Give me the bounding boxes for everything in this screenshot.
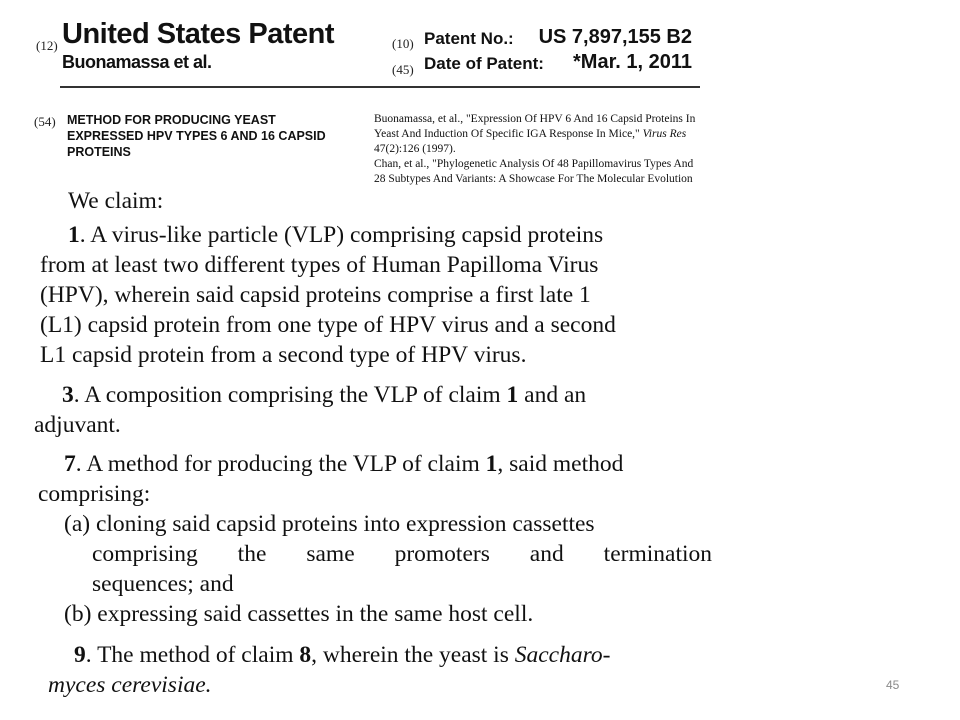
inventors: Buonamassa et al.: [62, 52, 212, 72]
claim-number: 3: [62, 382, 74, 408]
claims-intro: We claim:: [68, 188, 164, 214]
claim-text: (a) cloning said capsid proteins into expression cassettes: [64, 511, 595, 537]
invention-title-line: METHOD FOR PRODUCING YEAST: [67, 113, 276, 127]
claim-text: . The method of claim: [85, 642, 300, 668]
reference-text: Chan, et al., "Phylogenetic Analysis Of 48 Papillomavirus Types And 28 Subtypes And Variants: A Showcase For The Molecular Evolution: [374, 158, 694, 185]
claim-number: 1: [68, 222, 80, 248]
invention-title-line: PROTEINS: [67, 145, 131, 159]
patent-number: US 7,897,155 B2: [538, 26, 692, 48]
label-10: (10): [392, 36, 414, 51]
claim-reference: 1: [485, 451, 498, 477]
claim-text: . A composition comprising the VLP of claim: [73, 382, 507, 408]
patent-title: United States Patent: [62, 18, 334, 50]
invention-title: [67, 112, 347, 160]
claim-text: and an: [518, 382, 587, 408]
patent-no-label: Patent No.:: [424, 29, 514, 48]
invention-title-line: EXPRESSED HPV TYPES 6 AND 16 CAPSID: [67, 129, 326, 143]
claim-text: . A method for producing the VLP of claim: [75, 451, 486, 477]
claim-text: (L1) capsid protein from one type of HPV virus and a second: [40, 312, 616, 338]
species-name: myces cerevisiae.: [48, 672, 212, 698]
claim-text: . A virus-like particle (VLP) comprising capsid proteins: [79, 222, 604, 248]
claim-text: , wherein the yeast is: [311, 642, 515, 668]
claim-text: (HPV), wherein said capsid proteins comprise a first late 1: [40, 282, 591, 308]
claim-1: [40, 220, 710, 370]
claim-text: adjuvant.: [34, 412, 121, 438]
label-45: (45): [392, 62, 414, 77]
references-excerpt: [374, 112, 699, 186]
patent-date: *Mar. 1, 2011: [573, 51, 692, 73]
label-12: (12): [36, 38, 58, 53]
reference-text: Buonamassa, et al., "Expression Of HPV 6 And 16 Capsid Proteins In Yeast And Induction Of Specific IGA Response In Mice,": [374, 113, 696, 140]
claim-reference: 1: [506, 382, 519, 408]
claim-text: (b) expressing said cassettes in the same host cell.: [64, 601, 534, 627]
claim-text: comprising:: [38, 481, 151, 507]
species-name: Saccharo-: [514, 642, 611, 668]
claim-number: 7: [64, 451, 76, 477]
claim-text: L1 capsid protein from a second type of HPV virus.: [40, 342, 527, 368]
claim-text: from at least two different types of Human Papilloma Virus: [40, 252, 599, 278]
slide-number: 45: [886, 678, 900, 692]
date-label: Date of Patent:: [424, 54, 544, 73]
claim-number: 9: [74, 642, 86, 668]
claim-text: sequences; and: [92, 571, 234, 597]
claim-3: [34, 380, 710, 440]
reference-journal: Virus Res: [642, 128, 687, 140]
header-rule: [60, 86, 700, 88]
label-54: (54): [34, 114, 56, 129]
claim-text: comprising the same promoters and termination: [92, 541, 712, 567]
claim-reference: 8: [299, 642, 312, 668]
reference-text: 47(2):126 (1997).: [374, 143, 456, 155]
claim-text: , said method: [497, 451, 624, 477]
claim-7: [38, 449, 712, 629]
claim-9: [48, 640, 712, 700]
